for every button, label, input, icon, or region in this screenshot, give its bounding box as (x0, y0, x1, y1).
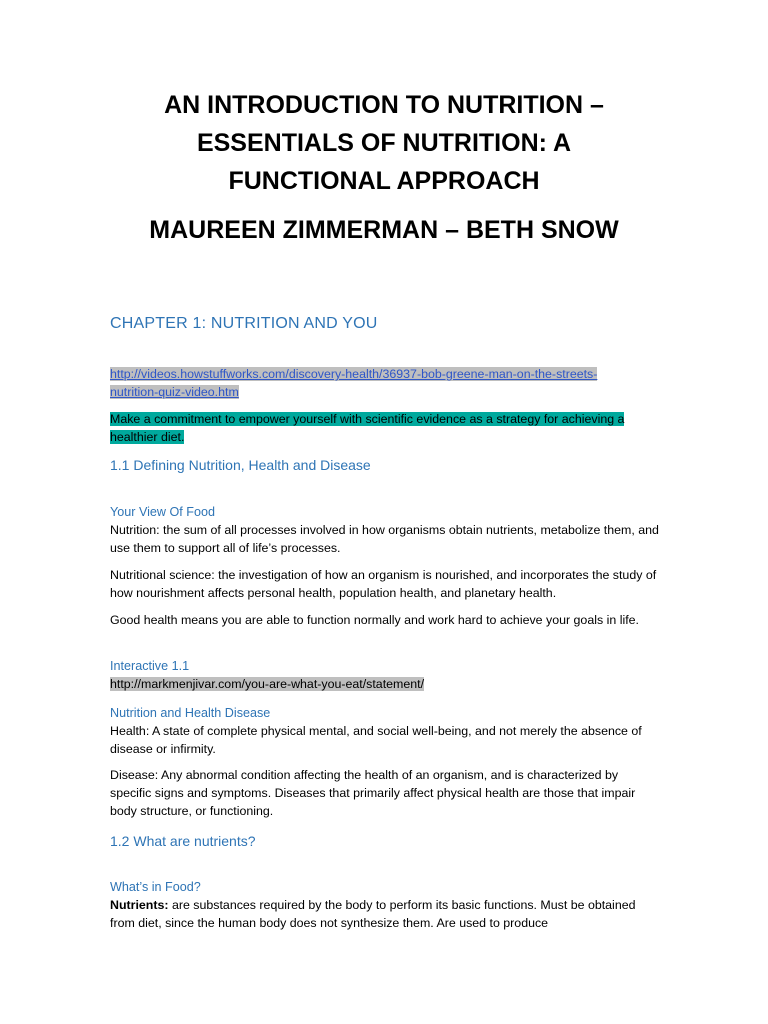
commitment-paragraph (110, 410, 660, 446)
subheading-whats-in-food: What’s in Food? (110, 880, 201, 894)
interactive-link[interactable]: http://markmenjivar.com/you-are-what-you-eat/statement/ (110, 677, 425, 691)
nutritional-science-definition: Nutritional science: the investigation of how an organism is nourished, and incorporates the study of how nourishment affects personal health, population health, and planetary health. (110, 568, 657, 600)
health-definition: Health: A state of complete physical mental, and social well-being, and not merely the absence of disease or infirmity. (110, 724, 642, 756)
nutrients-text: are substances required by the body to perform its basic functions. Must be obtained from diet, since the human body does not synthesize them. Are used to produce (110, 898, 636, 930)
interactive-1-1-heading: Interactive 1.1 (110, 659, 190, 673)
disease-definition: Disease: Any abnormal condition affecting the health of an organism, and is characterized by specific signs and symptoms. Diseases that primarily affect physical health are those that impair body structure, or functioning. (110, 768, 636, 818)
document-authors: MAUREEN ZIMMERMAN – BETH SNOW (149, 216, 619, 244)
video-link-line-2: nutrition-quiz-video.htm (110, 385, 239, 399)
title-line-3: FUNCTIONAL APPROACH (228, 167, 540, 195)
commitment-highlight (110, 412, 624, 444)
subheading-your-view-of-food: Your View Of Food (110, 505, 216, 519)
video-link-line-1: http://videos.howstuffworks.com/discovery-health/36937-bob-greene-man-on-the-streets- (110, 367, 598, 381)
subheading-nutrition-health-disease: Nutrition and Health Disease (110, 706, 271, 720)
video-link-paragraph (110, 365, 660, 401)
chapter-heading: CHAPTER 1: NUTRITION AND YOU (110, 315, 378, 332)
nutrition-definition: Nutrition: the sum of all processes involved in how organisms obtain nutrients, metabolize them, and use them to support all of life’s processes. (110, 523, 659, 555)
commitment-line-1: Make a commitment to empower yourself with scientific evidence as a strategy for achieving a (110, 412, 625, 426)
title-line-1: AN INTRODUCTION TO NUTRITION – (164, 91, 604, 119)
title-line-2: ESSENTIALS OF NUTRITION: A (196, 129, 572, 157)
document-title (80, 86, 688, 200)
video-link[interactable] (110, 367, 597, 399)
section-1-2-heading: 1.2 What are nutrients? (110, 833, 256, 849)
interactive-link-paragraph (110, 675, 660, 693)
nutrients-label: Nutrients: (110, 898, 169, 912)
section-1-1-heading: 1.1 Defining Nutrition, Health and Disease (110, 457, 371, 473)
nutrients-definition (110, 896, 660, 932)
good-health-paragraph: Good health means you are able to function normally and work hard to achieve your goals in life. (110, 613, 639, 627)
commitment-line-2: healthier diet. (110, 430, 185, 444)
